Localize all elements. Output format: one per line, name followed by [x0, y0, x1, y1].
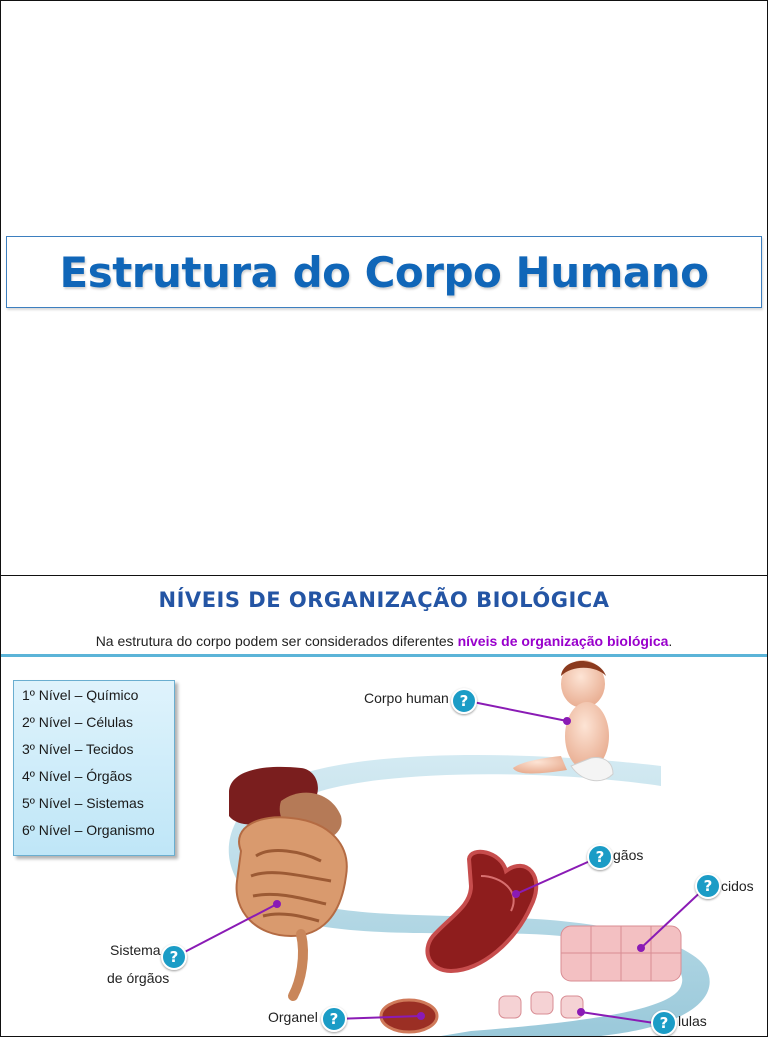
- question-button-sistema[interactable]: ?: [161, 944, 187, 970]
- label-orgaos: gãos: [613, 847, 644, 863]
- list-item: 6º Nível – Organismo: [22, 822, 155, 838]
- label-celulas: lulas: [678, 1013, 707, 1029]
- title-box: [6, 236, 762, 308]
- list-item: 4º Nível – Órgãos: [22, 768, 133, 784]
- list-item: 2º Nível – Células: [22, 714, 133, 730]
- question-button-tecidos[interactable]: ?: [695, 873, 721, 899]
- subtitle-highlight: níveis de organização biológica: [457, 633, 669, 649]
- tissue-illustration: [561, 926, 681, 981]
- list-item: 3º Nível – Tecidos: [22, 741, 134, 757]
- label-tecidos: cidos: [721, 878, 754, 894]
- digestive-system-illustration: [229, 767, 347, 996]
- question-button-celulas[interactable]: ?: [651, 1010, 677, 1036]
- cells-illustration: [499, 992, 583, 1018]
- levels-list: [13, 680, 175, 856]
- subtitle-text: Na estrutura do corpo podem ser considerados diferentes: [95, 633, 454, 649]
- stomach-illustration: [427, 852, 536, 971]
- label-sistema: Sistema: [110, 942, 161, 958]
- levels-slide: [0, 575, 768, 1037]
- main-title: Estrutura do Corpo Humano: [59, 247, 709, 297]
- label-corpo-humano: Corpo human: [364, 690, 449, 706]
- label-sistema-line2: de órgãos: [107, 970, 170, 986]
- question-button-organelos[interactable]: ?: [321, 1006, 347, 1032]
- slide-title: NÍVEIS DE ORGANIZAÇÃO BIOLÓGICA: [158, 588, 610, 612]
- list-item: 5º Nível – Sistemas: [22, 795, 144, 811]
- subtitle-period: .: [668, 633, 673, 649]
- question-button-corpo[interactable]: ?: [451, 688, 477, 714]
- list-item: 1º Nível – Químico: [22, 687, 139, 703]
- question-button-orgaos[interactable]: ?: [587, 844, 613, 870]
- label-organelos: Organel: [268, 1009, 318, 1025]
